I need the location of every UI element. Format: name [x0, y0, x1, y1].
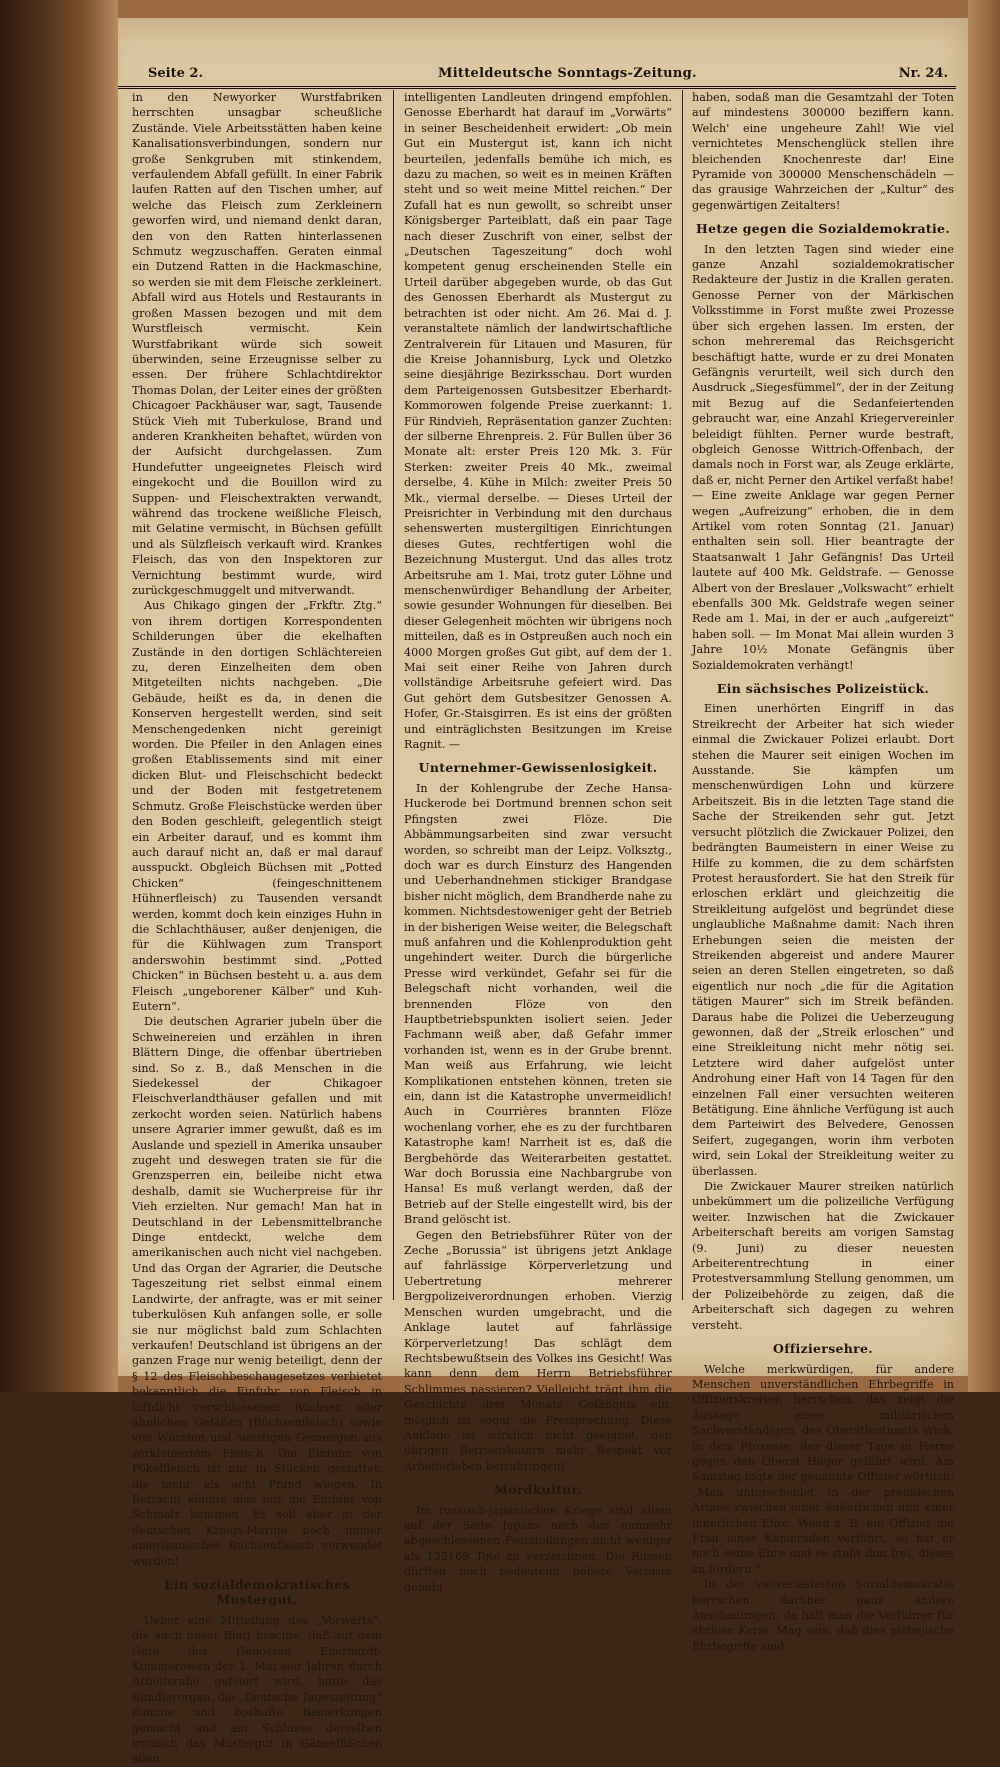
page-number: Seite 2. [148, 66, 203, 81]
paragraph: Ueber eine Mitteilung des „Vorwärts“, die auch unser Blatt brachte, daß auf dem Gute des Genossen Eberhardt-Kommorowen der 1. Mai seit Jahren durch Arbeitsruhe gefeiert wird, hatte das Bündlerorgan, die „Deutsche Tageszeitung“ dumme und boshafte Bemerkungen gemacht und am Schlusse derselben ironisch das Mustergut in Gänsefüßchen allen [132, 1613, 382, 1766]
paragraph: intelligenten Landleuten dringend empfohlen. Genosse Eberhardt hat darauf im „Vorwärts“ in seiner Bescheidenheit erwidert: „Ob mein Gut ein Mustergut ist, kann ich nicht beurteilen, jedenfalls bemühe ich mich, es dazu zu machen, so weit es in meinen Kräften steht und so weit meine Mittel reichen.“ Der Zufall hat es nun gewollt, so schreibt unser Königsberger Parteiblatt, daß ein paar Tage nach dieser Zuschrift von einer, selbst der „Deutschen Tageszeitung“ doch wohl kompetent genug erscheinenden Stelle ein Urteil darüber abgegeben wurde, ob das Gut des Genossen Eberhardt als Mustergut zu betrachten ist oder nicht. Am 26. Mai d. J. veranstaltete nämlich der landwirtschaftliche Zentralverein für Litauen und Masuren, für die Kreise Johannisburg, Lyck und Oletzko seine diesjährige Bezirksschau. Dort wurden dem Parteigenossen Gutsbesitzer Eberhardt-Kommorowen folgende Preise zuerkannt: 1. Für Rindvieh, Repräsentation ganzer Zuchten: der silberne Ehrenpreis. 2. Für Bullen über 36 Monate alt: erster Preis 120 Mk. 3. Für Sterken: zweiter Preis 40 Mk., zweimal derselbe, 4. Kühe in Milch: zweiter Preis 50 Mk., viermal derselbe. — Dieses Urteil der Preisrichter in Verbindung mit den durchaus sehenswerten mustergiltigen Einrichtungen dieses Gutes, rechtfertigen wohl die Bezeichnung Mustergut. Und das alles trotz Arbeitsruhe am 1. Mai, trotz guter Löhne und menschenwürdiger Behandlung der Arbeiter, sowie gesunder Wohnungen für dieselben. Bei dieser Gelegenheit möchten wir übrigens noch mitteilen, daß es in Ostpreußen auch noch ein 4000 Morgen großes Gut gibt, auf dem der 1. Mai seit einer Reihe von Jahren durch vollständige Arbeitsruhe gefeiert wird. Das Gut gehört dem Gutsbesitzer Genossen A. Hofer, Gr.-Staisgirren. Es ist eins der größten und einträglichsten Besitzungen im Kreise Ragnit. — [404, 91, 672, 752]
article-heading: Unternehmer-Gewissenlosigkeit. [418, 760, 658, 776]
paragraph: in den Newyorker Wurstfabriken herrschten unsagbar scheußliche Zustände. Viele Arbeitsstätten haben keine Kanalisationsverbindungen, sondern nur große Senkgruben mit stinkendem, verfaulendem Abfall gefüllt. In einer Fabrik laufen Ratten auf den Tischen umher, auf welche das Fleisch zum Zerkleinern geworfen wird, und niemand denkt daran, den von den Ratten hinterlassenen Schmutz wegzuschaffen. Geraten einmal ein Dutzend Ratten in die Hackmaschine, so werden sie mit dem Fleische zerkleinert. Abfall wird aus Hotels und Restaurants in großen Massen bezogen und mit dem Wurstfleisch vermischt. Kein Wurstfabrikant würde sich soweit überwinden, seine Erzeugnisse selber zu essen. Der frühere Schlachtdirektor Thomas Dolan, der Leiter eines der größten Chicagoer Packhäuser war, sagt, Tausende Stück Vieh mit Tuberkulose, Brand und anderen Krankheiten behaftet, würden von der Aufsicht durchgelassen. Zum Hundefutter ungeeignetes Fleisch wird eingekocht und die Bouillon wird zu Suppen- und Fleischextrakten verwandt, während das trockene weißliche Fleisch, mit Gelatine vermischt, in Büchsen gefüllt und als Sülzfleisch verkauft wird. Krankes Fleisch, das von den Inspektoren zur Vernichtung bestimmt wurde, wird zurückgeschmuggelt und mitverwandt. [132, 91, 382, 597]
paragraph: In der Kohlengrube der Zeche Hansa-Huckerode bei Dortmund brennen schon seit Pfingsten zwei Flöze. Die Abbämmungsarbeiten sind zwar versucht worden, so schreibt man der Leipz. Volksztg., doch war es durch Einsturz des Hangenden und Ueberhandnehmen stickiger Brandgase bisher nicht möglich, dem Brandherde nahe zu kommen. Nichtsdestoweniger geht der Betrieb in der bisherigen Weise weiter, die Belegschaft muß anfahren und die Kohlenproduktion geht ungehindert weiter. Durch die bürgerliche Presse wird verkündet, Gefahr sei für die Belegschaft nicht vorhanden, weil die brennenden Flöze von den Hauptbetriebspunkten isoliert seien. Jeder Fachmann weiß aber, daß Gefahr immer vorhanden ist, wenn es in der Grube brennt. Man weiß aus Erfahrung, wie leicht Komplikationen entstehen können, treten sie ein, dann ist die Katastrophe unvermeidlich! Auch in Courrières brannten Flöze wochenlang vorher, ehe es zu der furchtbaren Katastrophe kam! Narrheit ist es, daß die Bergbehörde das Weiterarbeiten gestattet. War doch Borussia eine Nachbargrube von Hansa! Es muß verlangt werden, daß der Betrieb auf der Stelle eingestellt wird, bis der Brand gelöscht ist. [404, 781, 672, 1227]
article-heading: Hetze gegen die Sozialdemokratie. [696, 221, 950, 237]
paragraph: In der vielverlästerten Sozialdemokratie herrschen darüber ganz andere Anschauungen, da hält man die Verführer für ehrlose Kerle. Mag sein, daß dies plebejische Ehrbegriffe sind. [692, 1578, 954, 1653]
column-divider [682, 90, 683, 1300]
paragraph: Im russisch-japanischen Kriege sind allein auf der Seite Japans nach den nunmehr abgeschlossenen Feststellungen nicht weniger als 135169 Tote zu verzeichnen. Die Russen dürften noch bedeutend höhere Verluste gehabt [404, 1503, 672, 1594]
paragraph: Aus Chikago gingen der „Frkftr. Ztg.“ von ihrem dortigen Korrespondenten Schilderungen über die ekelhaften Zustände in den dortigen Schlächtereien zu, deren Einzelheiten dem oben Mitgeteilten nichts nachgeben. „Die Gebäude, heißt es da, in denen die Konserven hergestellt werden, sind seit Menschengedenken nicht gereinigt worden. Die Pfeiler in den Anlagen eines großen Etablissements sind mit einer dicken Blut- und Fleischschicht bedeckt und der Boden mit festgetretenem Schmutz. Große Fleischstücke werden über den Boden geschleift, gelegentlich steigt ein Arbeiter darauf, und es kommt ihm auch darauf nicht an, daß er mal darauf ausspuckt. Obgleich Büchsen mit „Potted Chicken“ (feingeschnittenem Hühnerfleisch) zu Tausenden versandt werden, kommt doch kein einziges Huhn in die Schlachthäuser, außer denjenigen, die für die Kühlwagen zum Transport anderswohin bestimmt sind. „Potted Chicken“ in Büchsen besteht u. a. aus dem Fleisch „ungeborener Kälber“ und Kuh-Eutern“. [132, 599, 382, 1013]
page-edge [968, 0, 1000, 1392]
paragraph: Welche merkwürdigen, für andere Menschen unverständlichen Ehrbegriffe in Offizierskreisen herrschen, das zeigt die Aussage eines militärischen Sachverständigen, des Oberstleutnants Wick, in dem Prozesse, der dieser Tage in Herne gegen den Oberst Hüger geführt wird. Am Samstag fagte der genannte Offizier wörtlich: „Man unterscheidet in der preußischen Armee zwischen einer äußerlichen und einer innerlichen Ehre. Wenn z. B. ein Offizier die Frau eines Kameraden verführt, so hat er noch seine Ehre und es steht ihm frei, dieses zu fordern.“ [692, 1362, 954, 1576]
paragraph: Die deutschen Agrarier jubeln über die Schweinereien und erzählen in ihren Blättern Dinge, die offenbar übertrieben sind. So z. B., daß Menschen in die Siedekessel der Chikagoer Fleischverlandthäuser gefallen und mit zerkocht worden seien. Natürlich habens unsere Agrarier immer gewußt, daß es im Auslande und speziell in Amerika unsauber zugeht und deswegen traten sie für die Grenzsperren ein, beileibe nicht etwa deshalb, damit sie Wucherpreise für ihr Vieh erzielten. Nur gemach! Man hat in Deutschland in der Lebensmittelbranche Dinge entdeckt, welche dem amerikanischen auch nicht viel nachgeben. Und das Organ der Agrarier, die Deutsche Tageszeitung riet selbst einmal einem Landwirte, der anfragte, was er mit seiner tuberkulösen Kuh anfangen solle, er solle sie nur möglichst bald zum Schlachten verkaufen! Deutschland ist übrigens an der ganzen Frage nur wenig beteiligt, denn der § 12 des Fleischbeschaugesetzes verbietet bekanntlich die Einfuhr von Fleisch in luftdicht verschlossenen Büchsen oder ähnlichen Gefäßen (Büchsenfleisch) sowie von Würsten und sonstigen Gemengen aus zerkleinertem Fleisch. Die Einfuhr von Pökelfleisch ist nur in Stücken gestattet, die mehr als acht Pfund wiegen. In Betracht könnte also nur die Einfuhr von Schmalz kommen. Es soll aber in der deutschen Kriegs-Marine noch immer amerikanisches Büchsenfleisch verwendet werden! [132, 1015, 382, 1568]
book-binding [0, 0, 118, 1392]
issue-number: Nr. 24. [898, 66, 948, 81]
paragraph: Einen unerhörten Eingriff in das Streikrecht der Arbeiter hat sich wieder einmal die Zwickauer Polizei erlaubt. Dort stehen die Maurer seit einigen Wochen im Ausstande. Sie kämpfen um menschenwürdigen Lohn und kürzere Arbeitszeit. Bis in die letzten Tage stand die Sache der Streikenden sehr gut. Jetzt versucht plötzlich die Zwickauer Polizei, den bedrängten Baumeistern in einer Weise zu Hilfe zu kommen, die zu dem schärfsten Protest herausfordert. Sie hat den Streik für erloschen erklärt und gleichzeitig die Streikleitung aufgelöst und begründet diese unglaubliche Maßnahme damit: Nach ihren Erhebungen seien die meisten der Streikenden abgereist und andere Maurer seien an deren Stellen eingetreten, so daß eigentlich nur noch „die für die Agitation tätigen Maurer“ sich im Streik befänden. Daraus habe die Polizei die Ueberzeugung gewonnen, daß der „Streik erloschen“ und eine Streikleitung nicht mehr nötig sei. Letztere wird daher aufgelöst unter Androhung einer Haft von 14 Tagen für den einzelnen Fall einer versuchten weiteren Betätigung. Eine ähnliche Verfügung ist auch dem Parteiwirt des Belvedere, Genossen Seifert, zugegangen, worin ihm verboten wird, sein Lokal der Streikleitung weiter zu überlassen. [692, 702, 954, 1178]
newspaper-title: Mitteldeutsche Sonntags-Zeitung. [438, 66, 697, 81]
article-heading: Offiziersehre. [773, 1341, 873, 1357]
article-heading: Ein sächsisches Polizeistück. [716, 681, 930, 697]
paragraph: Gegen den Betriebsführer Rüter von der Zeche „Borussia“ ist übrigens jetzt Anklage auf fahrlässige Körperverletzung und Uebertretung mehrerer Bergpolizeiverordnungen erhoben. Vierzig Menschen wurden umgebracht, und die Anklage lautet auf fahrlässige Körperverletzung! Das schlägt dem Rechtsbewußtsein des Volkes ins Gesicht! Was kann denn dem Herrn Betriebsführer Schlimmes passieren? Vielleicht trägt ihm die Geschichte drei Monate Gefängnis ein, möglich ist sogar die Freisprechung. Diese Anklage ist wirklich nicht geeignet, den übrigen Betriebsleitern mehr Respekt vor Arbeiterleben beizubringen! [404, 1228, 672, 1473]
article-heading: Mordkultur. [494, 1482, 582, 1498]
column-3 [692, 90, 954, 1653]
page-header [118, 62, 956, 89]
paragraph: Die Zwickauer Maurer streiken natürlich unbekümmert um die polizeiliche Verfügung weiter. Inzwischen hat die Zwickauer Arbeiterschaft bereits am vorigen Samstag (9. Juni) zu dieser neuesten Arbeiterentrechtung in einer Protestversammlung Stellung genommen, um der Polizeibehörde zu zeigen, daß die Arbeiterschaft sich dagegen zu wehren versteht. [692, 1180, 954, 1332]
paragraph: haben, sodaß man die Gesamtzahl der Toten auf mindestens 300000 beziffern kann. Welch' eine ungeheure Zahl! Wie viel vernichtetes Menschenglück stellen ihre bleichenden Knochenreste dar! Eine Pyramide von 300000 Menschenschädeln — das grausige Wahrzeichen der „Kultur“ des gegenwärtigen Zeitalters! [692, 91, 954, 212]
column-1 [132, 90, 382, 1766]
column-2 [404, 90, 672, 1594]
article-heading: Ein sozialdemokratisches Mustergut. [164, 1577, 350, 1608]
paragraph: In den letzten Tagen sind wieder eine ganze Anzahl sozialdemokratischer Redakteure der Justiz in die Krallen geraten. Genosse Perner von der Märkischen Volksstimme in Forst mußte zwei Prozesse über sich ergehen lassen. Im ersten, der schon mehreremal das Reichsgericht beschäftigt hatte, wurde er zu drei Monaten Gefängnis verurteilt, weil sich durch den Ausdruck „Siegesfümmel“, der in der Zeitung mit Bezug auf die Sedanfeiertenden gebraucht war, eine Anzahl Kriegervereinler beleidigt fühlten. Perner wurde bestraft, obgleich Genosse Wittrich-Offenbach, der damals noch in Forst war, als Zeuge erklärte, daß er, nicht Perner den Artikel verfaßt habe! — Eine zweite Anklage war gegen Perner wegen „Aufreizung“ erhoben, die in dem Artikel vom roten Sonntag (21. Januar) enthalten sein soll. Hier beantragte der Staatsanwalt 1 Jahr Gefängnis! Das Urteil lautete auf 400 Mk. Geldstrafe. — Genosse Albert von der Breslauer „Volkswacht“ erhielt ebenfalls 300 Mk. Geldstrafe wegen seiner Rede am 1. Mai, in der er auch „aufgereizt“ haben soll. — Im Monat Mai allein wurden 3 Jahre 10½ Monate Gefängnis über Sozialdemokraten verhängt! [692, 242, 954, 672]
column-divider [393, 90, 394, 1300]
